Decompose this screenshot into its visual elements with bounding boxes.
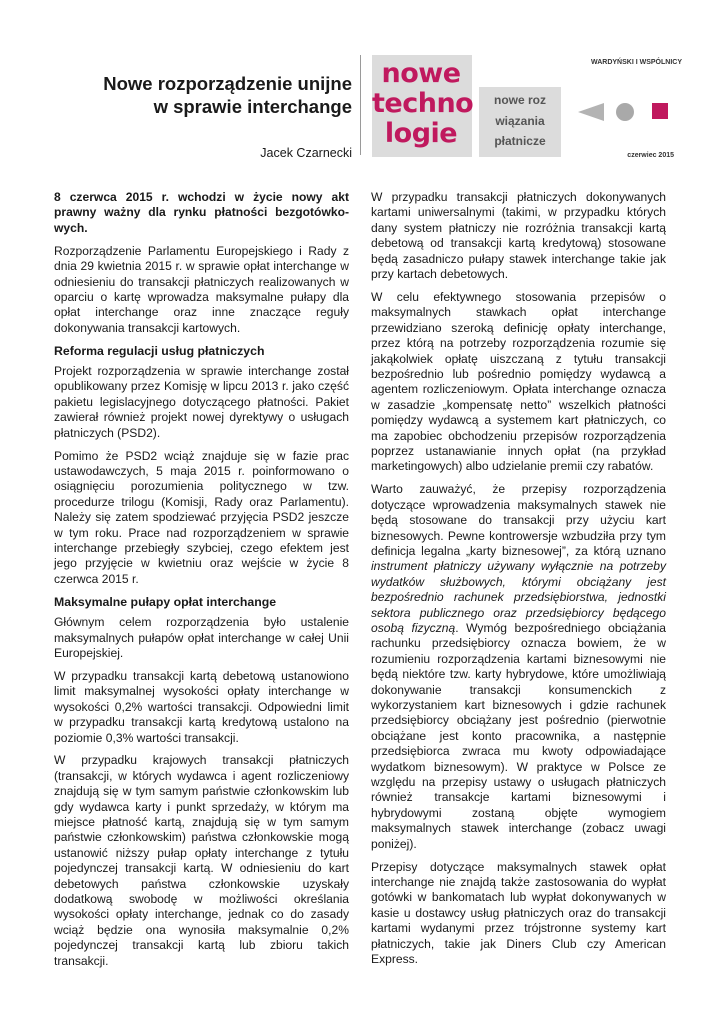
header-divider [360, 55, 361, 155]
paragraph: W przypadku krajowych transakcji płatniczych (transakcji, w których wydawca i agent rozliczeniowy znajdują się w tym samym państwie członkowskim lub gdy wydawca karty i punkt sprzedaży, w którym ma miejsce płatność kartą, znajdują się w tym samym państwie członkowskim) państwa członkowskie mogą ustanowić niższy pułap opłaty interchange z tytułu pojedynczej transakcji kartą. W odniesieniu do kart debetowych państwa członkowskie uzyskały dodatkową swobodę w możliwości określania wysokości opłaty interchange, jednak co do zasady wciąż będzie ona wynosiła maksymalnie 0,2% pojedynczej transakcji kartą lub zbioru takich transakcji. [54, 753, 349, 968]
square-icon [652, 103, 668, 119]
title-line-2: w sprawie interchange [153, 96, 352, 117]
circle-icon [616, 103, 634, 121]
paragraph: Rozporządzenie Parlamentu Europejskiego i Rady z dnia 29 kwietnia 2015 r. w sprawie opłat interchange w odniesieniu do transakcji płatniczych realizowanych w oparciu o kartę wprowadza maksymalne pułapy dla opłat interchange oraz inne znaczące reguły dokonywania transakcji kartowych. [54, 243, 349, 335]
series-label [479, 87, 561, 157]
brand-header [372, 55, 682, 165]
logo-line-1: nowe [381, 58, 461, 89]
page-title [60, 72, 352, 118]
paragraph [371, 482, 666, 852]
paragraph: W celu efektywnego stosowania przepisów o maksymalnych stawkach opłat interchange przewidziano szeroką definicję opłaty interchange, przez którą na potrzeby rozporządzenia rozumie się jakąkolwiek opłatę uiszczaną z tytułu transakcji bezpośrednio lub pośrednio pomiędzy wydawcą a agentem rozliczeniowym. Opłata interchange oznacza w zasadzie „kompensatę netto” wszelkich płatności pomiędzy wydawcą a systemem kart płatniczych, co ma zapobiec obchodzeniu przepisów rozporządzenia poprzez ustanawianie innych opłat (na przykład marketingowych) albo udzielanie premii czy rabatów. [371, 289, 666, 474]
section-heading: Reforma regulacji usług płatniczych [54, 343, 265, 358]
definition-quote: instrument płatniczy używany wyłącznie na potrzeby wydatków służbowych, którymi obciążany jest bezpośrednio rachunek przedsiębiorstwa, jednostki sektora publicznego oraz przedsiębiorcy będącego osobą fizyczną [371, 559, 666, 635]
series-line-3: płatnicze [494, 134, 546, 148]
paragraph: Przepisy dotyczące maksymalnych stawek opłat interchange nie znajdą także zastosowania do wypłat gotówki w bankomatach lub wypłat dokonywanych w kasie u dostawcy usług płatniczych oraz do transakcji kartami wydanymi przez trójstronne systemy kart płatniczych, takie jak Diners Club czy American Express. [371, 859, 666, 966]
author: Jacek Czarnecki [260, 146, 352, 160]
text: . Wymóg bezpośredniego obciążania rachunku przedsiębiorcy oznacza bowiem, że w rozumieniu rozporządzenia kartami biznesowymi nie będą niektóre tzw. karty hybrydowe, które umożliwiają dokonywanie transakcji konsumenckich z wykorzystaniem kart biznesowych i gdzie rachunek przedsiębiorcy obciążany jest pośrednio (pierwotnie obciążane jest konto pracownika, a następnie przedsiębiorca zwraca mu kwoty odpowiadające wydatkom biznesowym). W praktyce w Polsce ze względu na przepisy ustawy o usługach płatniczych również transakcje kartami biznesowymi i hybrydowymi zostaną objęte wymogiem maksymalnych stawek interchange (zobacz uwagi poniżej). [371, 620, 667, 851]
lead-paragraph: 8 czerwca 2015 r. wchodzi w życie nowy akt prawny ważny dla rynku płatności bezgotówkowych. [54, 190, 349, 235]
section-heading: Maksymalne pułapy opłat interchange [54, 594, 277, 609]
issue-date: czerwiec 2015 [627, 152, 674, 159]
title-line-1: Nowe rozporządzenie unijne [103, 73, 352, 94]
logo-line-2: techno [372, 88, 474, 119]
left-column [54, 190, 349, 977]
paragraph: Pomimo że PSD2 wciąż znajduje się w fazie prac ustawodawczych, 5 maja 2015 r. poinformowano o osiągnięciu porozumienia politycznego w tzw. procedurze trilogu (Komisji, Rady oraz Parlamentu). Należy się zatem spodziewać przyjęcia PSD2 jeszcze w tym roku. Prace nad rozporządzeniem w sprawie interchange przebiegły szybciej, czego efektem jest jego przyjęcie w kwietniu oraz wejście w życie 8 czerwca 2015 r. [54, 448, 349, 586]
series-line-1: nowe roz [493, 93, 546, 107]
series-line-2: wiązania [495, 114, 545, 128]
logo-line-3: logie [384, 118, 458, 149]
text: Warto zauważyć, że przepisy rozporządzenia dotyczące wprowadzenia maksymalnych stawek nie będą stosowane do transakcji przy użyciu kart biznesowych. Pewne kontrowersje wzbudziła przy tym definicja legalna „karty biznesowej”, za którą uznano [371, 482, 666, 558]
logo [372, 55, 472, 157]
paragraph: Głównym celem rozporządzenia było ustalenie maksymalnych pułapów opłat interchange w całej Unii Europejskiej. [54, 615, 349, 660]
triangle-icon [578, 103, 604, 121]
paragraph: W przypadku transakcji płatniczych dokonywanych kartami uniwersalnymi (takimi, w przypadku których dany system płatniczy nie rozróżnia transakcji kartą debetową od transakcji kartą kredytową) stosowane będą zasadniczo pułapy stawek interchange takie jak przy kartach debetowych. [371, 190, 666, 282]
firm-name: WARDYŃSKI I WSPÓLNICY [590, 59, 682, 66]
paragraph: Projekt rozporządzenia w sprawie interchange został opublikowany przez Komisję w lipcu 2013 r. jako część pakietu legislacyjnego dotyczącego płatności. Pakiet zawierał również projekt nowej dyrektywy o usługach płatniczych (PSD2). [54, 364, 349, 440]
paragraph: W przypadku transakcji kartą debetową ustanowiono limit maksymalnej wysokości opłaty interchange w wysokości 0,2% wartości transakcji. Odpowiedni limit w przypadku transakcji kartą kredytową ustalono na poziomie 0,3% wartości transakcji. [54, 668, 349, 745]
right-column [371, 190, 666, 975]
